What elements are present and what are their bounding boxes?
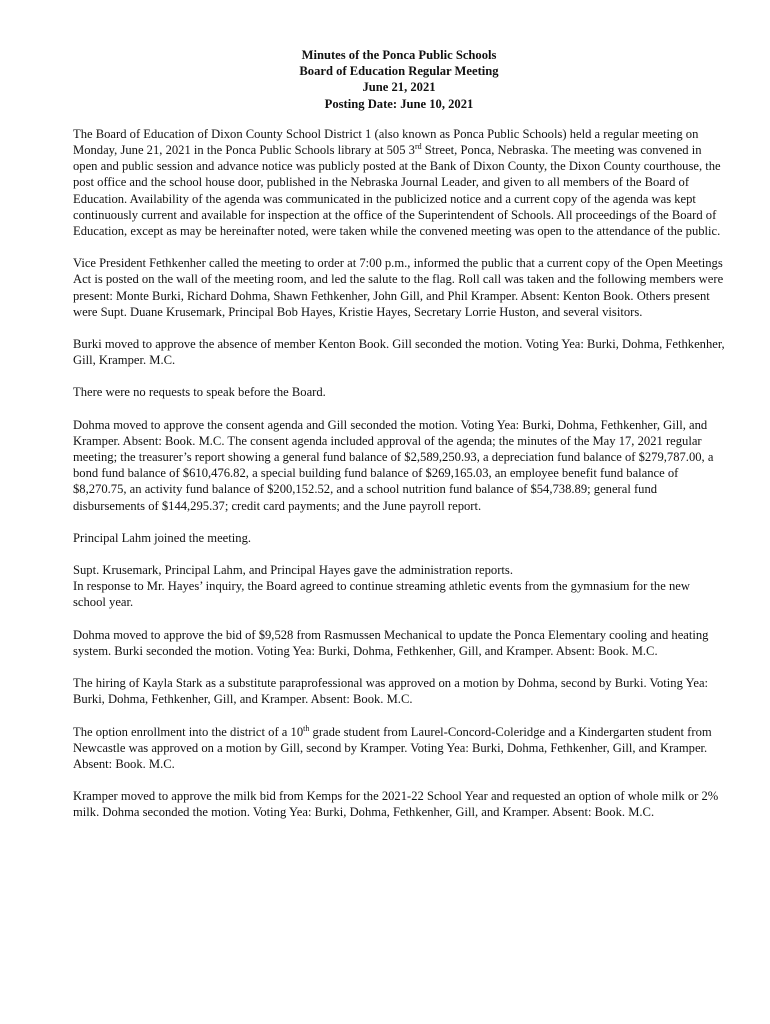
header-meeting-date: June 21, 2021 bbox=[362, 80, 436, 95]
paragraph-principal-joined: Principal Lahm joined the meeting. bbox=[73, 530, 252, 545]
paragraph-option-enrollment-part2: grade student from Laurel-Concord-Coleridge and a Kindergarten student from Newcastle was approved on a motion by Gill, second by Kramper. Voting Yea: Burki, Dohma, Fethkenher, Gill, and Kramper. Absent: Book. M.C. bbox=[73, 724, 712, 771]
paragraph-admin-reports: Supt. Krusemark, Principal Lahm, and Principal Hayes gave the administration reports. bbox=[73, 563, 513, 578]
paragraph-milk-bid: Kramper moved to approve the milk bid from Kemps for the 2021-22 School Year and requested an option of whole milk or 2% milk. Dohma seconded the motion. Voting Yea: Burki, Dohma, Fethkenher, Gill, and Kramper. Absent: Book. M.C. bbox=[73, 789, 719, 820]
paragraph-option-enrollment bbox=[73, 724, 725, 773]
paragraph-meeting-notice-part2: Street, Ponca, Nebraska. The meeting was convened in open and public session and advance notice was publicly posted at the Bank of Dixon County, the Dixon County courthouse, the post office and the school house door, published in the Nebraska Journal Leader, and given to all members of the Board of Education. Availability of the agenda was communicated in the publicized notice and a current copy of the agenda was kept continuously current and available for inspection at the office of the Superintendent of Schools. All proceedings of the Board of Education, except as may be hereinafter noted, were taken while the convened meeting was open to the attendance of the public. bbox=[73, 143, 721, 239]
paragraph-meeting-notice-part1: The Board of Education of Dixon County School District 1 (also known as Ponca Public Schools) held a regular meeting on Monday, June 21, 2021 in the Ponca Public Schools library at 505 3 bbox=[73, 126, 699, 158]
ordinal-suffix: th bbox=[303, 723, 310, 733]
paragraph-substitute-hiring: The hiring of Kayla Stark as a substitute paraprofessional was approved on a motion by Dohma, second by Burki. Voting Yea: Burki, Dohma, Fethkenher, Gill, and Kramper. Absent: Book. M.C. bbox=[73, 676, 709, 707]
paragraph-absence-motion: Burki moved to approve the absence of member Kenton Book. Gill seconded the motion. Voting Yea: Burki, Dohma, Fethkenher, Gill, Kramper. M.C. bbox=[73, 337, 725, 368]
header-meeting-type: Board of Education Regular Meeting bbox=[299, 64, 499, 79]
paragraph-public-requests: There were no requests to speak before the Board. bbox=[73, 385, 326, 400]
paragraph-option-enrollment-part1: The option enrollment into the district of a 10 bbox=[73, 724, 304, 739]
paragraph-consent-agenda: Dohma moved to approve the consent agenda and Gill seconded the motion. Voting Yea: Burki, Dohma, Fethkenher, Gill, and Kramper. Absent: Book. M.C. The consent agenda included approval of the agenda; the minutes of the May 17, 2021 regular meeting; the treasurer’s report showing a general fund balance of $2,589,250.93, a depreciation fund balance of $279,787.00, a bond fund balance of $610,476.82, a special building fund balance of $269,165.03, an employee benefit fund balance of $8,270.75, an activity fund balance of $200,152.52, and a school nutrition fund balance of $54,738.89; general fund disbursements of $144,295.37; credit card payments; and the June payroll report. bbox=[73, 417, 714, 513]
paragraph-cooling-bid: Dohma moved to approve the bid of $9,528 from Rasmussen Mechanical to update the Ponca Elementary cooling and heating system. Burki seconded the motion. Voting Yea: Burki, Dohma, Fethkenher, Gill, and Kramper. Absent: Book. M.C. bbox=[73, 627, 709, 658]
header-posting-date: Posting Date: June 10, 2021 bbox=[324, 96, 474, 111]
document-page bbox=[73, 47, 725, 837]
minutes-header bbox=[73, 47, 725, 112]
header-title: Minutes of the Ponca Public Schools bbox=[301, 48, 497, 62]
paragraph-streaming: In response to Mr. Hayes’ inquiry, the Board agreed to continue streaming athletic events from the gymnasium for the new school year. bbox=[73, 579, 690, 610]
paragraph-meeting-notice bbox=[73, 126, 725, 239]
paragraph-call-to-order: Vice President Fethkenher called the meeting to order at 7:00 p.m., informed the public that a current copy of the Open Meetings Act is posted on the wall of the meeting room, and led the salute to the flag. Roll call was taken and the following members were present: Monte Burki, Richard Dohma, Shawn Fethkenher, John Gill, and Phil Kramper. Absent: Kenton Book. Others present were Supt. Duane Krusemark, Principal Bob Hayes, Kristie Hayes, Secretary Lorrie Huston, and several visitors. bbox=[73, 256, 724, 319]
ordinal-suffix: rd bbox=[414, 142, 422, 152]
